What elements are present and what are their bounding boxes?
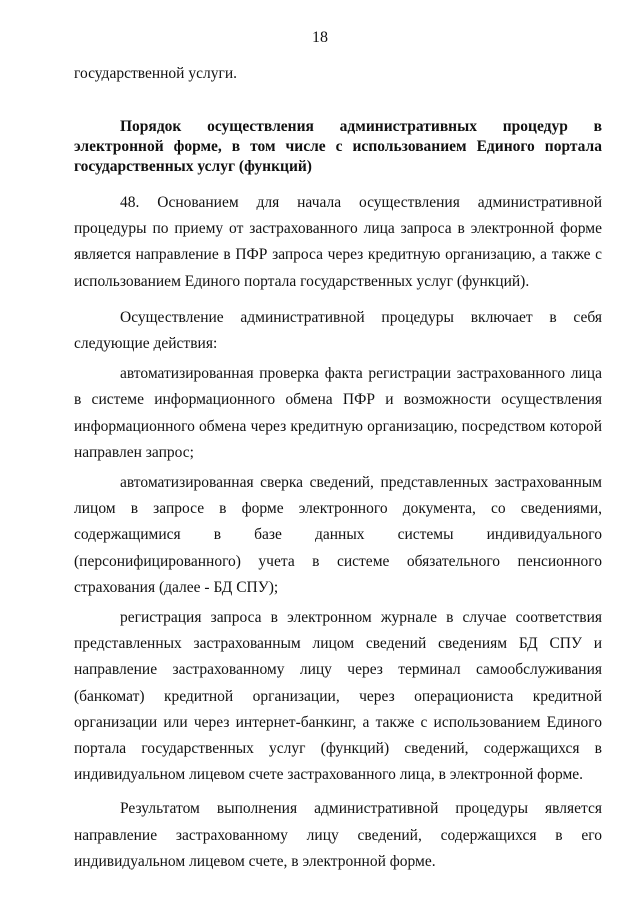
body-text	[74, 190, 602, 875]
paragraph: Результатом выполнения административной процедуры является направление застрахованному лицу сведений, содержащихся в его индивидуальном лицевом счете, в электронной форме.	[74, 800, 602, 870]
page-number: 18	[312, 29, 328, 46]
paragraph: 48. Основанием для начала осуществления административной процедуры по приему от застрахованного лица запроса в электронной форме является направление в ПФР запроса через кредитную организацию, а также с использованием Единого портала государственных услуг (функций).	[74, 194, 602, 290]
paragraph: регистрация запроса в электронном журнале в случае соответствия представленных застрахованным лицом сведений сведениям БД СПУ и направление застрахованному лицу через терминал самообслуживания (банкомат) кредитной организации, через операциониста кредитной организации или через интернет-банкинг, а также с использованием Единого портала государственных услуг (функций) сведений, содержащихся в индивидуальном лицевом счете застрахованного лица, в электронной форме.	[74, 609, 602, 784]
paragraph: автоматизированная проверка факта регистрации застрахованного лица в системе информационного обмена ПФР и возможности осуществления информационного обмена через кредитную организацию, посредством которой направлен запрос;	[74, 365, 602, 461]
section-heading: Порядок осуществления административных процедур в электронной форме, в том числе с использованием Единого портала государственных услуг (функций)	[74, 118, 602, 175]
continuation-text: государственной услуги.	[74, 65, 237, 82]
paragraph: автоматизированная сверка сведений, представленных застрахованным лицом в запросе в форме электронного документа, со сведениями, содержащимися в базе данных системы индивидуального (персонифицированного) учета в системе обязательного пенсионного страхования (далее - БД СПУ);	[74, 474, 602, 596]
paragraph: Осуществление административной процедуры включает в себя следующие действия:	[74, 308, 602, 353]
